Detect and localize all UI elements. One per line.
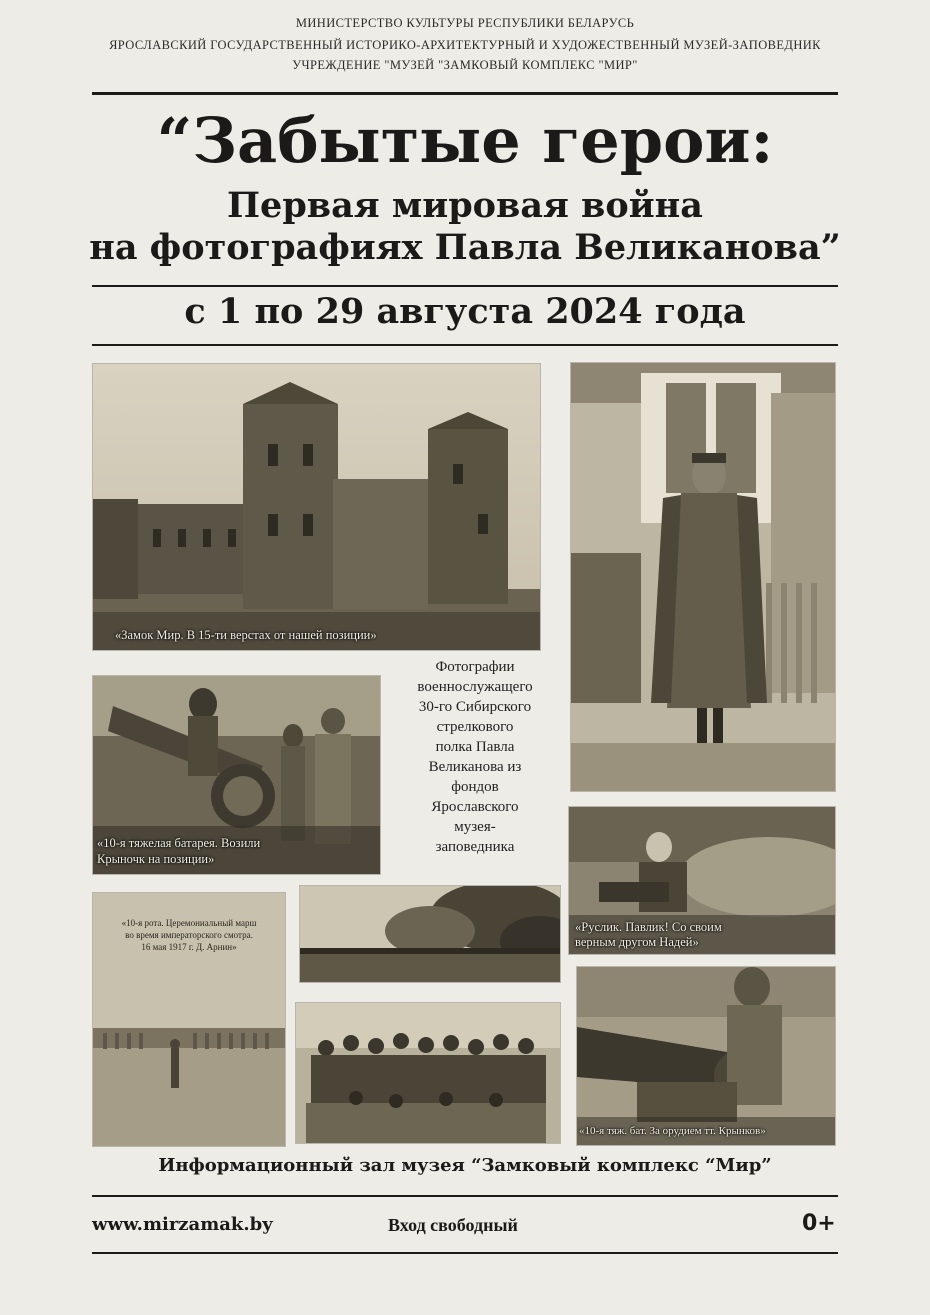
title-main: “Забытые герои: [156, 104, 774, 177]
photo-caption-line-1: «10-я рота. Церемониальный марш [121, 918, 257, 928]
venue-text: Информационный зал музея “Замковый комплекс “Мир” [158, 1155, 772, 1176]
footer-rule-top [92, 1195, 838, 1197]
description-line: Ярославского [431, 799, 519, 815]
description-line: военнослужащего [417, 679, 533, 695]
photo-explosions [299, 885, 561, 983]
photo-heavy-battery [92, 675, 381, 875]
photo-caption: «10-я тяж. бат. За орудием тт. Крынков» [579, 1125, 766, 1137]
free-entry-text: Вход свободный [388, 1215, 518, 1235]
institution-line: УЧРЕЖДЕНИЕ "МУЗЕЙ "ЗАМКОВЫЙ КОМПЛЕКС "МИР" [292, 58, 638, 72]
photo-caption-line-3: 16 мая 1917 г. Д. Арнин» [141, 942, 237, 952]
photo-caption: «Замок Мир. В 15-ти верстах от нашей позиции» [115, 628, 377, 642]
photo-caption-line-1: «10-я тяжелая батарея. Возили [97, 836, 261, 850]
ministry-line: МИНИСТЕРСТВО КУЛЬТУРЫ РЕСПУБЛИКИ БЕЛАРУСЬ [295, 16, 635, 30]
photo-soldier-resting [568, 806, 836, 955]
website-link[interactable]: www.mirzamak.by [92, 1214, 273, 1235]
title-rule-1 [92, 285, 838, 287]
photo-caption-line-1: «Руслик. Павлик! Со своим [575, 920, 722, 934]
description-line: полка Павла [435, 739, 515, 755]
title-subtitle-2: на фотографиях Павла Великанова” [89, 227, 841, 268]
photo-caption [93, 917, 285, 953]
description-line: музея- [454, 819, 496, 835]
photo-group-soldiers [295, 1002, 561, 1144]
museum-line: ЯРОСЛАВСКИЙ ГОСУДАРСТВЕННЫЙ ИСТОРИКО-АРХИТЕКТУРНЫЙ И ХУДОЖЕСТВЕННЫЙ МУЗЕЙ-ЗАПОВЕДНИК [109, 38, 821, 52]
photo-description [390, 657, 560, 857]
photo-caption-line-2: верным другом Надей» [575, 935, 699, 949]
description-line: стрелкового [436, 719, 514, 735]
top-rule [92, 92, 838, 95]
age-rating-badge: 0+ [802, 1211, 836, 1236]
description-line: Фотографии [435, 659, 515, 675]
photo-caption-line-2: во время императорского смотра. [125, 930, 253, 940]
title-subtitle-1: Первая мировая война [227, 185, 703, 226]
description-line: фондов [451, 779, 499, 795]
title-rule-2 [92, 344, 838, 346]
description-line: Великанова из [428, 759, 522, 775]
exhibition-dates: с 1 по 29 августа 2024 года [184, 291, 746, 332]
description-line: 30-го Сибирского [418, 699, 532, 715]
description-line: заповедника [435, 839, 515, 855]
photo-caption-line-2: Крыночк на позиции» [97, 852, 215, 866]
photo-gun-crew [576, 966, 836, 1146]
footer-rule-bottom [92, 1252, 838, 1254]
photo-parade-march [92, 892, 286, 1147]
photo-mir-castle [92, 363, 541, 651]
photo-officer-portrait [570, 362, 836, 792]
